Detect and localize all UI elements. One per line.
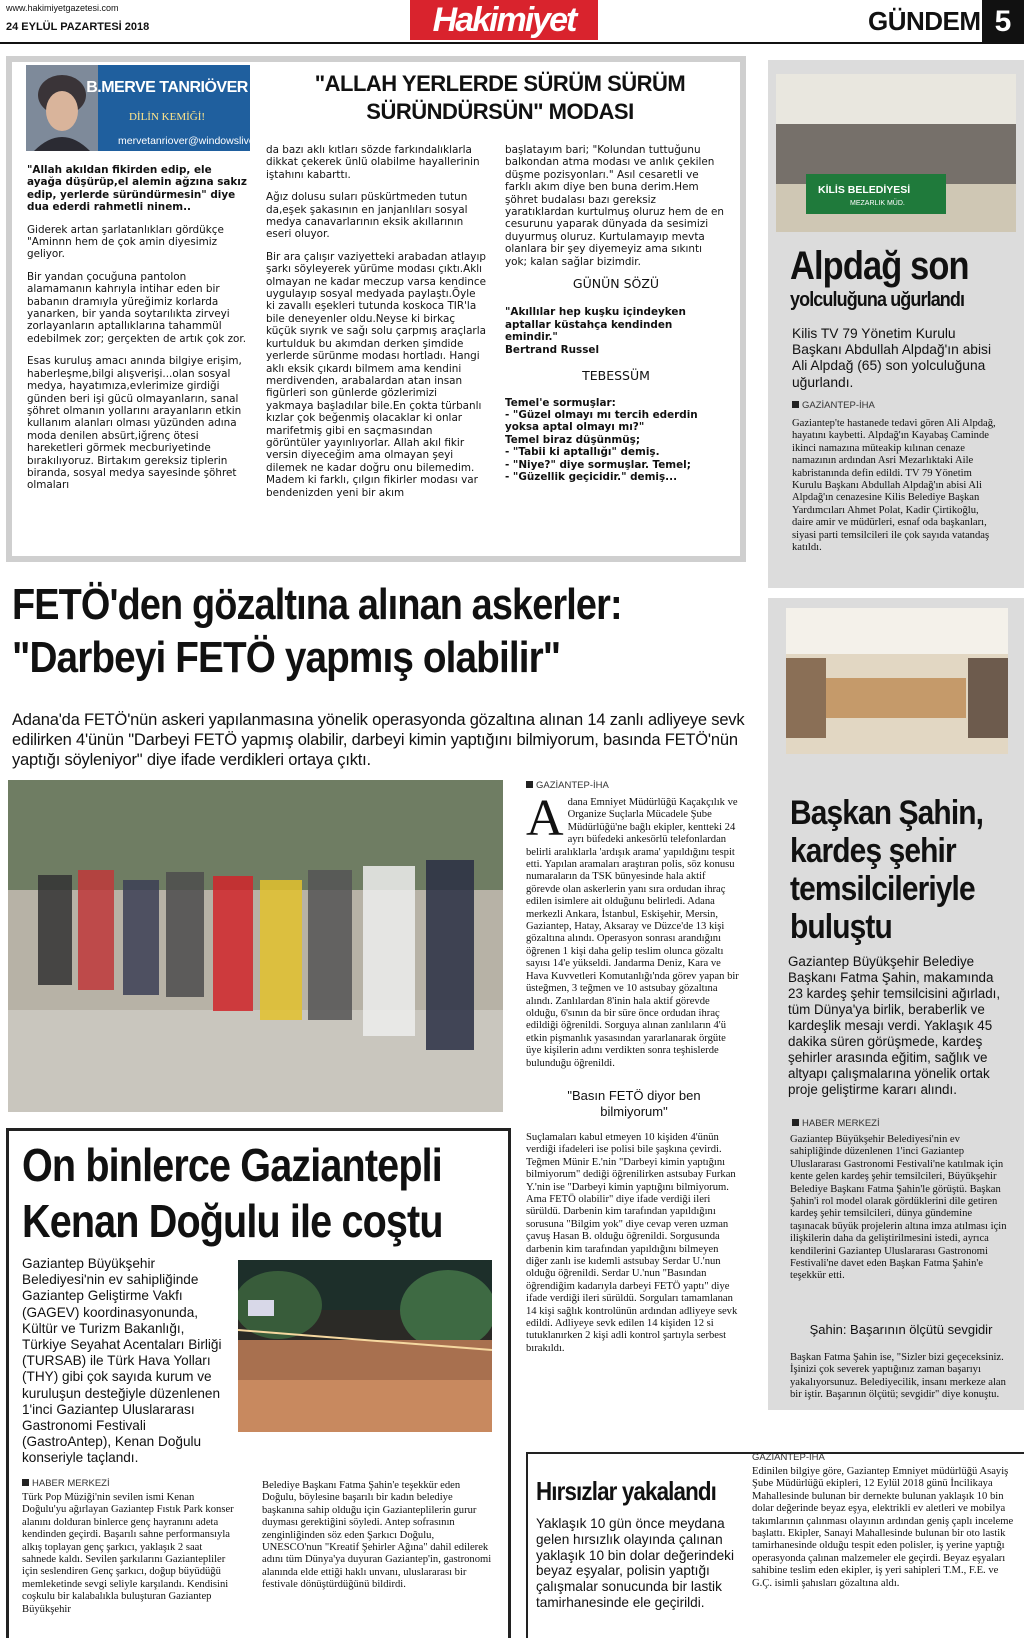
funeral-banner-sub: MEZARLIK MÜD.: [850, 200, 905, 207]
feto-body-text: dana Emniyet Müdürlüğü Kaçakçılık ve Organize Suçlarla Mücadele Şube Müdürlüğü'ne bağlı ekipler, kentteki 24 ayrı büfedeki ankesörlü telefonlardan belirli aralıklarla 'ardışık arama' yapıldığını tespit etti. Yapılan aramaları araştıran polis, söz konusu numaraların da TSK bünyesinde hala aktif görevde olan askerlerin yanı sıra ordudan ihraç edilen isimlere ait olduğunu belirledi. Adana merkezli Ankara, İstanbul, Eskişehir, Mersin, Gaziantep, Hatay, Aksaray ve Düzce'de 13 kişi gözaltına alındı. Operasyon sonrası arandığını öğrenen 1 kişi daha gelip teslim olunca gözaltı sayısı 14'e yükseldi. Jandarma Deniz, Kara ve Hava Kuvvetleri Komutanlığı'nda görev yapan bir üsteğmen, 3 teğmen ve 10 astsubay gözaltına alındı. Zanlılardan 8'inin hala aktif görevde olduğu, 6'sının da bir süre önce ordudan ihraç edildiği öğrenildi. Sorguya alınan zanlıların 4'ü etkin pişmanlık yasasından yararlanarak örgüte üye kişilerin adını verdikten sonra teşhislerde bulunduğu öğrenildi.: [526, 797, 739, 1069]
sahin-summary: Gaziantep Büyükşehir Belediye Başkanı Fatma Şahin, makamında 23 kardeş şehir temsilcisini ağırladı, tüm Dünya'ya birlik, beraberlik ve kardeşlik mesajı verdi. Yaklaşık 45 dakika süren görüşmede, kardeş şehirler arasında eğitim, sağlık ve altyapı çalışmalarına yönelik ortak proje geliştirme kararı alındı.: [788, 954, 1001, 1097]
alpdag-summary: Kilis TV 79 Yönetim Kurulu Başkanı Abdullah Alpdağ'ın abisi Ali Alpdağ (65) son yolculuğuna uğurlandı.: [792, 326, 992, 390]
header-url[interactable]: www.hakimiyetgazetesi.com: [6, 3, 119, 13]
alpdag-headline-2: yolculuğuna uğurlandı: [790, 289, 965, 311]
logo-text: Hakimiyet: [432, 0, 576, 39]
alpdag-source: GAZİANTEP-İHA: [792, 400, 875, 411]
page-number: 5: [994, 5, 1012, 38]
author-email[interactable]: mervetanriover@windowslive.com: [118, 135, 278, 147]
sahin-headline-line: Başkan Şahin,: [790, 794, 984, 832]
feto-subheading: "Basın FETÖ diyor ben bilmiyorum": [567, 1087, 701, 1119]
logo: [410, 0, 598, 40]
column-paragraph: başlatayım bari; "Kolundan tuttuğunu balkondan atma modası ve anlık çekilen düşme pozisyonları." Asıl cesaretli ve farklı akım diye ben buna derim.Hem şöhret budalası bazı gereksiz yaratıklardan kurtulmuş oluruz hem de en cesurunu yaparak dünyada da sesimizi duyurmuş oluruz. Kurtulamayıp mevta olanlara bir şey diyemeyiz ama sıkıntı yok; kalan sağlar bizimdir.: [505, 144, 724, 268]
column-title: "ALLAH YERLERDE SÜRÜM SÜRÜM SÜRÜNDÜRSÜN" MODASI: [314, 71, 686, 124]
sahin-headline-line: kardeş şehir: [790, 832, 956, 870]
alpdag-headline-1: Alpdağ son: [790, 244, 969, 288]
feto-summary: Adana'da FETÖ'nün askeri yapılanmasına yönelik operasyonda gözaltına alınan 14 zanlı adliyeye sevk edilirken 4'ünün "Darbeyi FETÖ yapmış olabilir, darbeyi kimin yaptığını bilmiyorum, basında FETÖ'nün yaptığı söyleniyor" diye ifade verdikleri ortaya çıktı.: [12, 711, 745, 769]
column-text-1: [27, 164, 249, 502]
sahin-headline: [790, 794, 983, 946]
column-paragraph: Bir yandan çocuğuna pantolon alamamanın kahrıyla intihar eden bir babanın dramıyla yüreğimiz korlarda yanarken, bir yanda soytarılıkta zirveyi zorlayanların aptallıklarına tahammül edebilmek zor; gerçekten de artık çok zor.: [27, 270, 247, 345]
feto-headline-1: FETÖ'den gözaltına alınan askerler:: [12, 580, 622, 629]
concert-headline-2: Kenan Doğulu ile coştu: [22, 1195, 443, 1247]
concert-headline-1: On binlerce Gaziantepli: [22, 1139, 442, 1191]
author-photo: [26, 65, 98, 151]
feto-body: [526, 790, 742, 1070]
thieves-headline: Hırsızlar yakalandı: [536, 1476, 717, 1506]
quote-author: Bertrand Russel: [505, 343, 600, 356]
page-number-box: [982, 0, 1024, 44]
column-name: DİLİN KEMİĞİ!: [128, 111, 206, 123]
sahin-body-2: Başkan Fatma Şahin ise, "Sizler bizi geçeceksiniz. İşinizi çok severek yaptığınız zaman başarıyı yakalıyorsunuz. Belediyecilik, insanı merkeze alan bir iştir. Başarının ölçütü; sevgidir" diye konuştu.: [790, 1352, 1006, 1401]
column-text-2: [266, 144, 486, 509]
thieves-body: Edinilen bilgiye göre, Gaziantep Emniyet müdürlüğü Asayiş Şube Müdürlüğü ekipleri, 12 Eylül 2018 günü İncilikaya Mahallesinde bulunan bir dernekte bulunan yaklaşık 10 bin dolar değerinde beyaz eşya, elektrikli ev aletleri ve mobilya takımlarının çalınması olayının ardından geniş çaplı inceleme başlattı. Ekipler, Sanayi Mahallesinde bulunan bir oto lastik tamirhanesinde olduğu tespit eden polisler, iş yerine yaptığı operasyonda çalınan malzemeler ele geçirdi. Beyaz eşyaları sahibine teslim eden ekipler, iş yeri sahipleri T.M., F.E. ve G.Ç. isimli şahısları gözaltına aldı.: [752, 1466, 1014, 1589]
joke-heading: TEBESSÜM: [582, 368, 650, 384]
sahin-source: HABER MERKEZİ: [792, 1118, 880, 1129]
meeting-photo: [786, 608, 1008, 754]
column-paragraph: Ağız dolusu suları püskürtmeden tutun da,eşek şakasının en janjanlıları sosyal medya canavarlarının eksik akıllarının eseri oluyor.: [266, 191, 468, 241]
section-title: GÜNDEM: [868, 6, 981, 36]
funeral-banner-text: KİLİS BELEDİYESİ: [818, 184, 911, 196]
quote-heading: GÜNÜN SÖZÜ: [572, 276, 660, 292]
sahin-headline-line: temsilcileriyle: [790, 870, 975, 908]
concert-source: HABER MERKEZİ: [22, 1478, 110, 1489]
sahin-body: Gaziantep Büyükşehir Belediyesi'nin ev sahipliğinde düzenlenen 1'inci Gaziantep Uluslararası Gastronomi Festivali'ne katılmak için kente gelen kardeş şehir temsilcileri, Büyükşehir Belediye Başkanı Fatma Şahin'le görüştü. Başkan Şahin'i rol model olarak gördüklerini dile getiren kardeş şehir temsilcileri, dünya gündemine taşınacak büyük projelerin altına imza atılması için ilişkilerin daha da geliştirilmesini istedi, ayrıca kendilerini Gaziantep Uluslararası Gastronomi Festivali'ne davet eden Başkan Fatma Şahin'e teşekkür etti.: [790, 1134, 1007, 1282]
sahin-headline-line: buluştu: [790, 908, 892, 946]
masthead: [0, 0, 1024, 44]
alpdag-body: Gaziantep'te hastanede tedavi gören Ali Alpdağ, hayatını kaybetti. Alpdağ'ın Kayabaş Caminde ikinci namazına müteakip kılınan cenaze namazının ardından Asri Mezarlıktaki Aile kabristanında defin edildi. TV 79 Yönetim Kurulu Başkanı Abdullah Alpdağ'ın abisi Ali Alpdağ'ın cenazesine Kilis Belediye Başkan Yardımcıları Ahmet Polat, Kadir Çirtikoğlu, daire amir ve müdürleri, esnaf oda başkanları, siyasi parti temsilcileri ile çok sayıda vatandaş katıldı.: [792, 418, 996, 554]
concert-body-1: Türk Pop Müziği'nin sevilen ismi Kenan Doğulu'yu ağırlayan Gaziantep Fıstık Park konser alanını dolduran binlerce genç hayranını adeta kendinden geçirdi. Başarılı sahne performansıyla alkış toplayan genç şarkıcı, yaklaşık 2 saat sahnede kaldı. Sevilen şarkılarını Gaziantepliler için seslendiren Genç şarkıcı, doğup büyüdüğü memleketinde sevgi seliyle karşılandı. Kendisini coşkulu bir kalabalıkla buluşturan Gaziantep Büyükşehir: [22, 1492, 234, 1615]
header-date: 24 EYLÜL PAZARTESİ 2018: [6, 21, 150, 33]
feto-source: GAZİANTEP-İHA: [526, 780, 742, 791]
column-text-3: [505, 144, 727, 483]
column-paragraph: Giderek artan şarlatanlıkları gördükçe "Aminnn hem de çok amin diyesimiz geliyor.: [27, 223, 224, 261]
thieves-source: GAZİANTEP-İHA: [752, 1452, 825, 1463]
concert-photo: [238, 1260, 492, 1432]
author-banner: [26, 65, 278, 151]
funeral-photo: [776, 74, 1016, 232]
joke-text: Temel'e sormuşlar: - "Güzel olmayı mı tercih ederdin yoksa aptal olmayı mı?" Temel biraz düşünmüş; - "Tabii ki aptallığı" demiş. - "Niye?" diye sormuşlar. Temel; - "Güzellik geçicidir." demiş...: [505, 396, 698, 483]
feto-body-2: Suçlamaları kabul etmeyen 10 kişiden 4'ünün verdiği ifadeleri ise polisi bile şaşkına çevirdi. Teğmen Münir E.'nin "Darbeyi kimin yaptığını bilmiyorum" dediği öğrenilirken astsubay Furkan Y.'nin ise "Darbeyi kimin yaptığını bilmiyorum. Ama FETÖ olabilir" diye ifade verdiği ileri sürüldü. Darbenin kim tarafından yapıldığını sorusuna "Bilgim yok" diye cevap veren uzman çavuş Hasan B. olduğu öğrenildi. Sorgusunda darbenin kim tarafından yapıldığını bilmeyen diğer zanlı ise kıdemli astsubay Serdar U.'nun olduğu öğrenildi. Serdar U.'nun "Basından öğrendiğim kadarıyla darbeyi FETÖ yaptı" diye ifade verdiği ileri sürüldü. Sorguları tamamlanan 14 kişi sağlık kontrolünün ardından adliyeye sevk edildi. Adliyeye sevk edilen 14 kişiden 12 si tutuklanırken 2 kişi adli kontrol şartıyla serbest bırakıldı.: [526, 1131, 738, 1354]
concert-body-2: Belediye Başkanı Fatma Şahin'e teşekkür eden Doğulu, böylesine başarılı bir kadın belediye başkanına sahip olduğu için Gazianteplilerin gurur duyması gerektiğini söyledi. Antep sofrasının zenginliğinden söz eden Şarkıcı Doğulu, UNESCO'nun "Kreatif Şehirler Ağına" dahil edilerek adını tüm Dünya'ya duyuran Gaziantep'in, gastronomi alanında elde ettiği haklı unvanı, uluslararası bir festivale dönüştürdüğünü bildirdi.: [262, 1480, 492, 1591]
feto-dropcap: A: [526, 790, 564, 847]
feto-photo: [8, 780, 503, 1112]
column-paragraph: Bir ara çalışır vaziyetteki arabadan atlayıp şarkı söyleyerek yürüme modası çıktı.Aklı olmayan ne kadar meczup varsa kendince uygulayıp sosyal medyada paylaştı.Öyle ki zavallı eşekleri tutunda koskoca TIR'la bile deneyenler oldu.Neyse ki birkaç küçük sıyrık ve sağı solu çarpmış araçlarla kurtulduk bu akımdan derken şimdide yerlerde sürünme modası hortladı. Hangi aklı eksik çıkardı bilmem ama kendini merdivenden, arabalardan atan insan figürleri son günlerde gözlerimizi yakmaya başladılar bile.En çokta türbanlı kızlar çok beğenmiş olacaklar ki onlar marifetmiş gibi en saçmasından görüntüler yayınlıyorlar. Allah akıl fikir versin diyeceğim ama olmayan şeyi dilemek ne kadar doğru onu bilemedim. Madem ki farklı, çılgın fikirler modası var bendenizden yeni bir akım: [266, 250, 486, 499]
sahin-subheading: Şahin: Başarının ölçütü sevgidir: [809, 1322, 993, 1337]
feto-headline-2: "Darbeyi FETÖ yapmış olabilir": [12, 633, 561, 682]
concert-summary: Gaziantep Büyükşehir Belediyesi'nin ev sahipliğinde Gaziantep Geliştirme Vakfı (GAGEV) koordinasyonunda, Kültür ve Turizm Bakanlığı, Türkiye Seyahat Acentaları Birliği (TURSAB) ile Türk Hava Yolları (THY) gibi çok sayıda kurum ve kuruluşun desteğiyle düzenlenen 1'inci Gaziantep Uluslararası Gastronomi Festivali (GastroAntep), Kenan Doğulu konseriyle taçlandı.: [22, 1256, 222, 1466]
feto-body-column: [526, 780, 742, 1355]
quote-text: "Akıllılar hep kuşku içindeyken aptallar küstahça kendinden emindir.": [505, 306, 686, 344]
column-paragraph: "Allah akıldan fikirden edip, ele ayağa düşürüp,el alemin ağzına sakız edip, yerlerde süründürmesin" diye dua ederdi rahmetli ninem..: [27, 164, 247, 214]
thieves-summary: Yaklaşık 10 gün önce meydana gelen hırsızlık olayında çalınan yaklaşık 10 bin dolar değerindeki beyaz eşyalar, polisin yaptığı çalışmalar sonucunda bir lastik tamirhanesinde ele geçirildi.: [536, 1516, 734, 1610]
column-paragraph: da bazı aklı kıtları sözde farkındalıklarla dikkat çekerek ünlü olabilme hayallerinin iştahını kabarttı.: [266, 144, 480, 181]
author-name: B.MERVE TANRIÖVER: [86, 79, 248, 96]
column-paragraph: Esas kuruluş amacı anında bilgiye erişim, haberleşme,bilgi alışverişi...olan sosyal medya, hayatımıza,evlerimize girdiği günden beri işi gücü olmayanların, sanal şöhret olmanın yollarını arayanların etkin kullanım alanları olması yüzünden adına moda denilen absürt,iğrenç ötesi hareketleri görmek mecburiyetinde bırakılıyoruz. Birtakım gereksiz tiplerin biranda, sosyal medya sayesinde şöhret olmaları: [27, 355, 242, 492]
